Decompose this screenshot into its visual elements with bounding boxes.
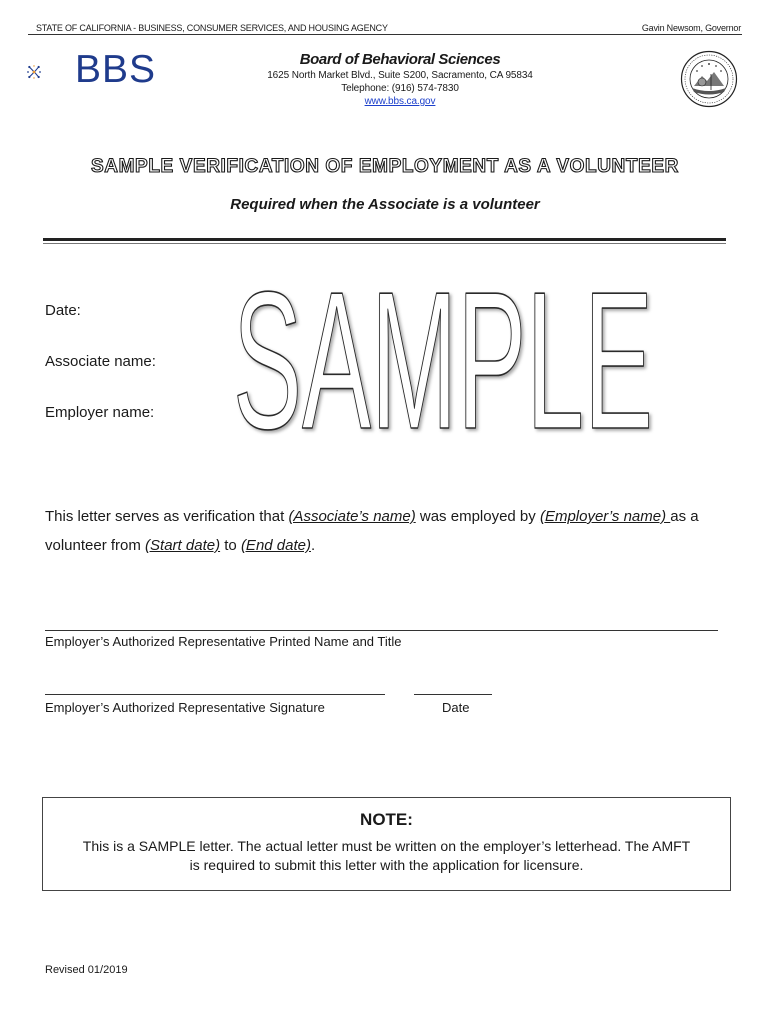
para-text-2: was employed by	[415, 508, 540, 525]
board-address: 1625 North Market Blvd., Suite S200, Sacramento, CA 95834	[267, 70, 533, 81]
employer-name-placeholder: (Employer’s name)	[539, 508, 671, 525]
document-title: SAMPLE VERIFICATION OF EMPLOYMENT AS A VOLUNTEER	[91, 156, 679, 177]
signature-date-line	[414, 694, 492, 695]
note-heading: NOTE:	[360, 810, 413, 829]
governor-line: Gavin Newsom, Governor	[641, 23, 741, 33]
end-date-placeholder: (End date)	[240, 537, 311, 554]
para-text-1: This letter serves as verification that	[45, 508, 289, 525]
revised-date: Revised 01/2019	[45, 964, 128, 976]
board-name: Board of Behavioral Sciences	[299, 51, 501, 68]
title-rule-thin	[43, 243, 726, 244]
para-text-3: as a volunteer from	[45, 508, 699, 554]
printed-name-label: Employer’s Authorized Representative Printed Name and Title	[45, 634, 402, 649]
associate-name-placeholder: (Associate’s name)	[288, 508, 416, 525]
sample-watermark-text: SAMPLE	[233, 286, 653, 436]
header-rule	[28, 34, 742, 35]
para-text-4: to	[220, 537, 241, 554]
signature-label: Employer’s Authorized Representative Signature	[45, 700, 325, 715]
title-rule-thick	[43, 238, 726, 241]
signature-line	[45, 694, 385, 695]
state-seal-icon	[680, 50, 738, 108]
associate-name-label: Associate name:	[45, 353, 156, 370]
verification-paragraph	[45, 502, 725, 560]
date-label: Date:	[45, 302, 81, 319]
board-telephone: Telephone: (916) 574-7830	[341, 83, 459, 94]
para-text-5: .	[310, 537, 316, 554]
bbs-logo-text: BBS	[75, 48, 157, 91]
signature-date-label: Date	[442, 700, 470, 715]
sample-watermark	[228, 286, 658, 436]
document-subtitle: Required when the Associate is a volunteer	[230, 196, 540, 213]
bbs-logo-icon	[27, 50, 77, 94]
printed-name-line	[45, 630, 718, 631]
agency-line: STATE OF CALIFORNIA - BUSINESS, CONSUMER SERVICES, AND HOUSING AGENCY	[36, 23, 388, 33]
start-date-placeholder: (Start date)	[145, 537, 221, 554]
employer-name-label: Employer name:	[45, 404, 155, 421]
note-text: This is a SAMPLE letter. The actual letter must be written on the employer’s letterhead. The AMFT is required to submit this letter with the application for licensure.	[82, 838, 691, 873]
board-website-link[interactable]: www.bbs.ca.gov	[364, 96, 436, 107]
